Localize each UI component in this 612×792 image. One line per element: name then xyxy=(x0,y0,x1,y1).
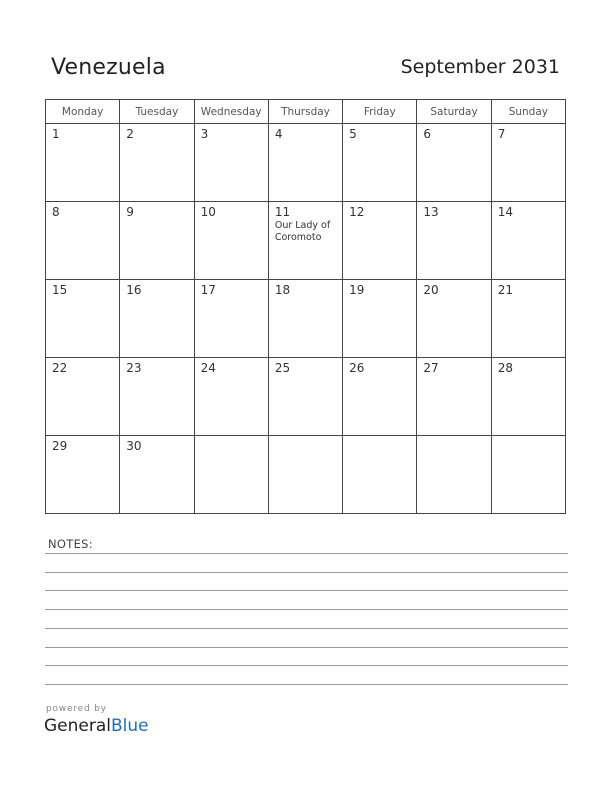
day-number: 23 xyxy=(126,361,142,375)
day-number: 21 xyxy=(497,283,513,297)
brand-blue: Blue xyxy=(111,716,149,736)
day-cell xyxy=(491,202,565,280)
powered-by-text: powered by xyxy=(46,704,107,714)
day-number: 22 xyxy=(52,361,68,375)
day-number: 17 xyxy=(200,283,216,297)
note-line xyxy=(45,609,568,610)
day-number: 13 xyxy=(423,205,439,219)
day-cell xyxy=(120,436,194,514)
note-line xyxy=(45,553,568,554)
brand-general: General xyxy=(44,716,111,736)
day-cell xyxy=(491,436,565,514)
day-number: 19 xyxy=(349,283,365,297)
week-row xyxy=(46,202,566,280)
day-cell xyxy=(194,124,268,202)
day-number: 1 xyxy=(52,127,60,141)
day-cell xyxy=(417,202,491,280)
note-line xyxy=(45,628,568,629)
day-cell xyxy=(417,280,491,358)
day-number: 8 xyxy=(52,205,60,219)
day-number: 29 xyxy=(52,439,68,453)
weekday-tuesday: Tuesday xyxy=(120,100,194,124)
day-number: 25 xyxy=(274,361,291,375)
day-cell xyxy=(268,124,342,202)
day-cell xyxy=(46,202,120,280)
day-number: 20 xyxy=(423,283,439,297)
weekday-header-row xyxy=(46,100,566,124)
day-cell xyxy=(120,202,194,280)
day-cell xyxy=(417,124,491,202)
day-cell xyxy=(343,202,417,280)
holiday-label: Our Lady of Coromoto xyxy=(274,220,331,243)
day-cell xyxy=(491,358,565,436)
day-number: 26 xyxy=(349,361,365,375)
day-number: 16 xyxy=(126,283,142,297)
day-number: 24 xyxy=(200,361,216,375)
day-number: 2 xyxy=(126,127,134,141)
day-cell xyxy=(194,280,268,358)
month-year-title: September 2031 xyxy=(400,56,560,78)
weekday-sunday: Sunday xyxy=(491,100,565,124)
day-number: 9 xyxy=(126,205,134,219)
day-number: 27 xyxy=(423,361,439,375)
note-line xyxy=(45,665,568,666)
day-number: 12 xyxy=(349,205,365,219)
day-cell xyxy=(194,358,268,436)
day-cell xyxy=(417,358,491,436)
day-cell xyxy=(343,280,417,358)
day-cell xyxy=(194,202,268,280)
week-row xyxy=(46,124,566,202)
country-title: Venezuela xyxy=(51,55,166,80)
note-line xyxy=(45,647,568,648)
day-cell xyxy=(46,436,120,514)
note-line xyxy=(45,572,568,573)
note-line xyxy=(45,684,568,685)
day-cell xyxy=(268,202,342,280)
day-number: 7 xyxy=(497,127,506,141)
weekday-wednesday: Wednesday xyxy=(194,100,268,124)
day-cell xyxy=(417,436,491,514)
day-number: 28 xyxy=(497,361,513,375)
brand-logo xyxy=(44,716,149,736)
day-cell xyxy=(268,436,342,514)
day-cell xyxy=(120,358,194,436)
day-number: 4 xyxy=(274,127,283,141)
day-cell xyxy=(120,124,194,202)
day-number: 5 xyxy=(349,127,357,141)
day-number: 10 xyxy=(200,205,216,219)
notes-label: NOTES: xyxy=(48,537,93,551)
day-cell xyxy=(343,436,417,514)
week-row xyxy=(46,436,566,514)
weekday-saturday: Saturday xyxy=(417,100,491,124)
day-cell xyxy=(268,280,342,358)
note-line xyxy=(45,590,568,591)
day-cell xyxy=(46,358,120,436)
day-number: 14 xyxy=(497,205,513,219)
day-cell xyxy=(194,436,268,514)
day-number: 6 xyxy=(423,127,432,141)
weekday-thursday: Thursday xyxy=(268,100,342,124)
day-cell xyxy=(46,280,120,358)
weekday-friday: Friday xyxy=(343,100,417,124)
week-row xyxy=(46,280,566,358)
day-number: 11 xyxy=(274,205,291,219)
day-cell xyxy=(491,280,565,358)
week-row xyxy=(46,358,566,436)
day-cell xyxy=(46,124,120,202)
day-cell xyxy=(491,124,565,202)
day-cell xyxy=(120,280,194,358)
day-cell xyxy=(343,124,417,202)
day-number: 3 xyxy=(200,127,209,141)
day-number: 18 xyxy=(274,283,291,297)
calendar-grid xyxy=(45,99,566,514)
day-number: 15 xyxy=(52,283,68,297)
day-cell xyxy=(268,358,342,436)
day-cell xyxy=(343,358,417,436)
weekday-monday: Monday xyxy=(46,100,120,124)
day-number: 30 xyxy=(126,439,142,453)
